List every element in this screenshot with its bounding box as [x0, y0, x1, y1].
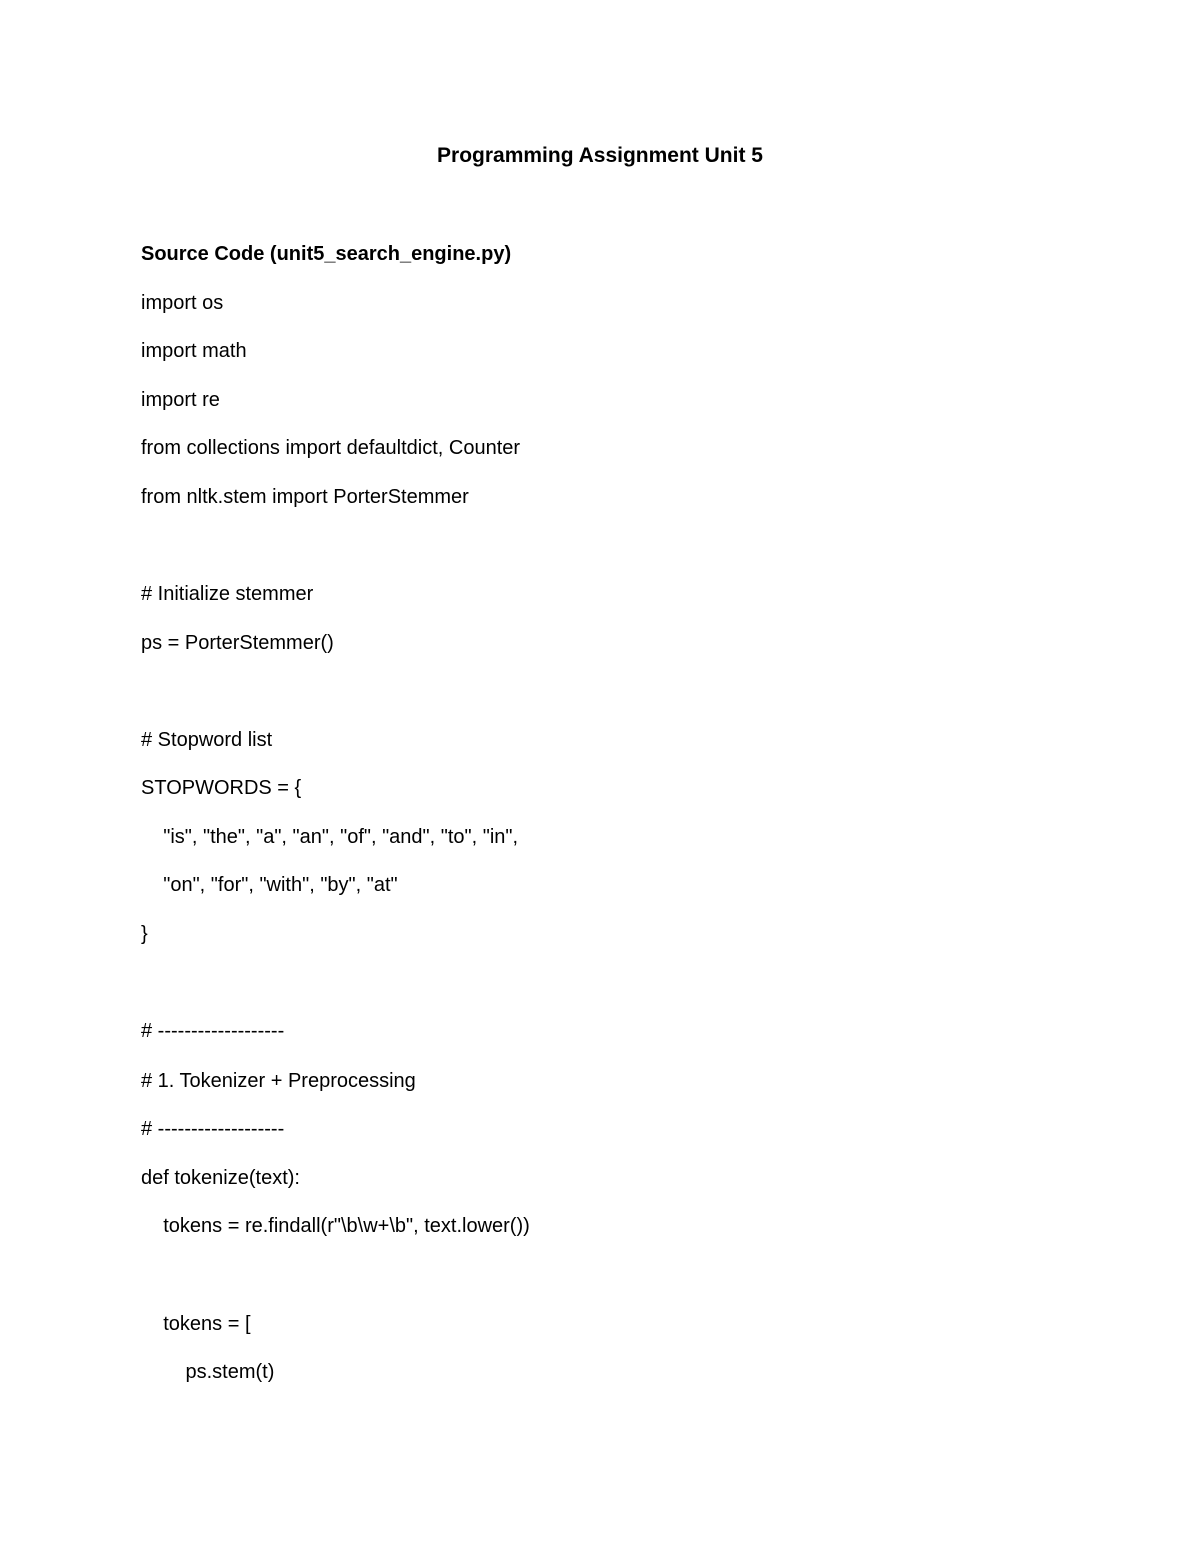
code-line: STOPWORDS = {	[141, 777, 302, 799]
code-line: ps = PorterStemmer()	[141, 632, 334, 654]
code-line: import os	[141, 292, 224, 314]
code-line: from nltk.stem import PorterStemmer	[141, 486, 469, 508]
code-line: "on", "for", "with", "by", "at"	[141, 874, 398, 896]
code-line: # -------------------	[141, 1118, 285, 1140]
section-heading: Source Code (unit5_search_engine.py)	[141, 243, 512, 265]
code-line: }	[141, 923, 148, 945]
code-line: from collections import defaultdict, Counter	[141, 437, 521, 459]
code-line: import re	[141, 389, 220, 411]
code-line: def tokenize(text):	[141, 1167, 300, 1189]
document-title: Programming Assignment Unit 5	[437, 144, 763, 167]
code-line: ps.stem(t)	[141, 1361, 275, 1383]
code-line: tokens = re.findall(r"\b\w+\b", text.lower())	[141, 1215, 530, 1237]
code-line: import math	[141, 340, 247, 362]
code-line: # 1. Tokenizer + Preprocessing	[141, 1070, 416, 1092]
code-line: # Stopword list	[141, 729, 273, 751]
code-line: # Initialize stemmer	[141, 583, 314, 605]
code-line: tokens = [	[141, 1313, 251, 1335]
code-line: # -------------------	[141, 1020, 285, 1042]
code-line: "is", "the", "a", "an", "of", "and", "to", "in",	[141, 826, 519, 848]
